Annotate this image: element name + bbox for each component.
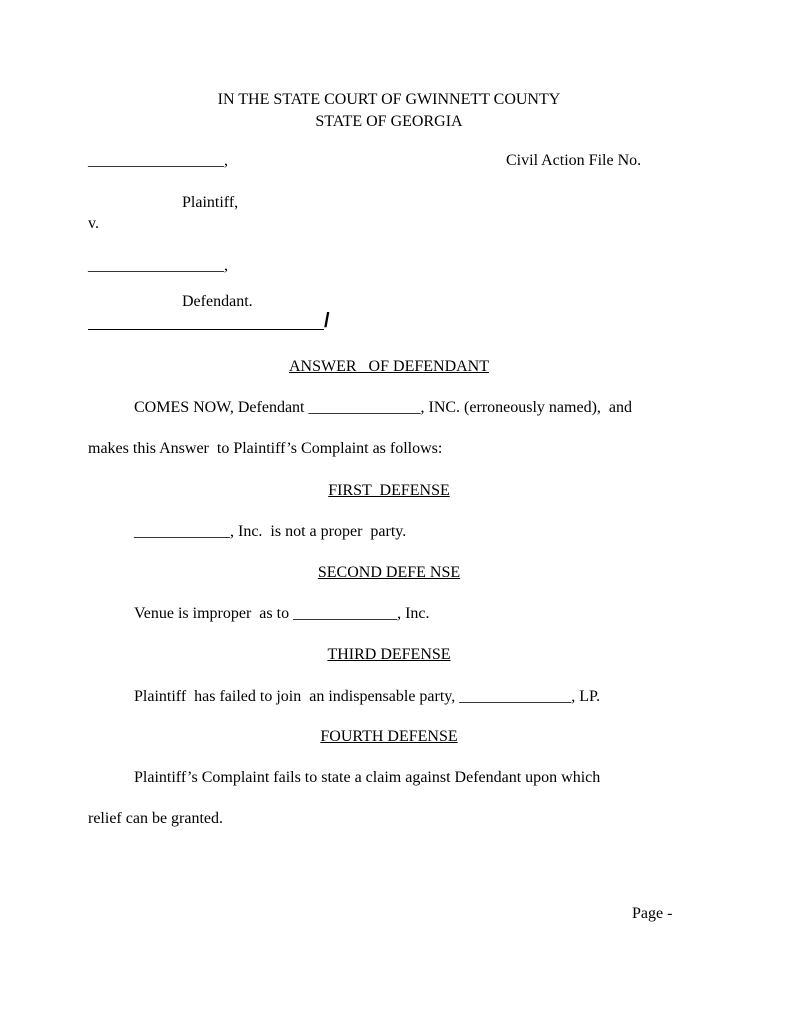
first-defense-text: ____________, Inc. is not a proper party.: [134, 523, 407, 540]
versus-label: v.: [88, 215, 99, 232]
intro-line-2: makes this Answer to Plaintiff’s Complaint as follows:: [88, 440, 443, 457]
defendant-name-blank: _________________,: [88, 257, 228, 274]
fourth-defense-text: Plaintiff’s Complaint fails to state a claim against Defendant upon which: [134, 769, 601, 786]
civil-action-file-label: Civil Action File No.: [506, 152, 642, 169]
court-name: IN THE STATE COURT OF GWINNETT COUNTY: [217, 91, 561, 108]
caption-rule: [88, 329, 324, 330]
document-title: ANSWER OF DEFENDANT: [289, 358, 489, 375]
first-defense-heading: FIRST DEFENSE: [328, 482, 450, 499]
second-defense-text: Venue is improper as to _____________, Inc.: [134, 605, 430, 622]
fourth-defense-heading: FOURTH DEFENSE: [320, 728, 458, 745]
fourth-defense-text-continued: relief can be granted.: [88, 810, 224, 827]
third-defense-text: Plaintiff has failed to join an indispensable party, ______________, LP.: [134, 688, 601, 705]
caption-slash: /: [324, 310, 330, 332]
court-state: STATE OF GEORGIA: [315, 113, 463, 130]
defendant-label: Defendant.: [182, 293, 253, 310]
second-defense-heading: SECOND DEFE NSE: [317, 564, 461, 581]
third-defense-heading: THIRD DEFENSE: [327, 646, 451, 663]
plaintiff-name-blank: _________________,: [88, 152, 228, 169]
page-number-label: Page -: [632, 905, 673, 922]
plaintiff-label: Plaintiff,: [182, 194, 239, 211]
intro-line-1: COMES NOW, Defendant ______________, INC. (erroneously named), and: [134, 399, 632, 416]
